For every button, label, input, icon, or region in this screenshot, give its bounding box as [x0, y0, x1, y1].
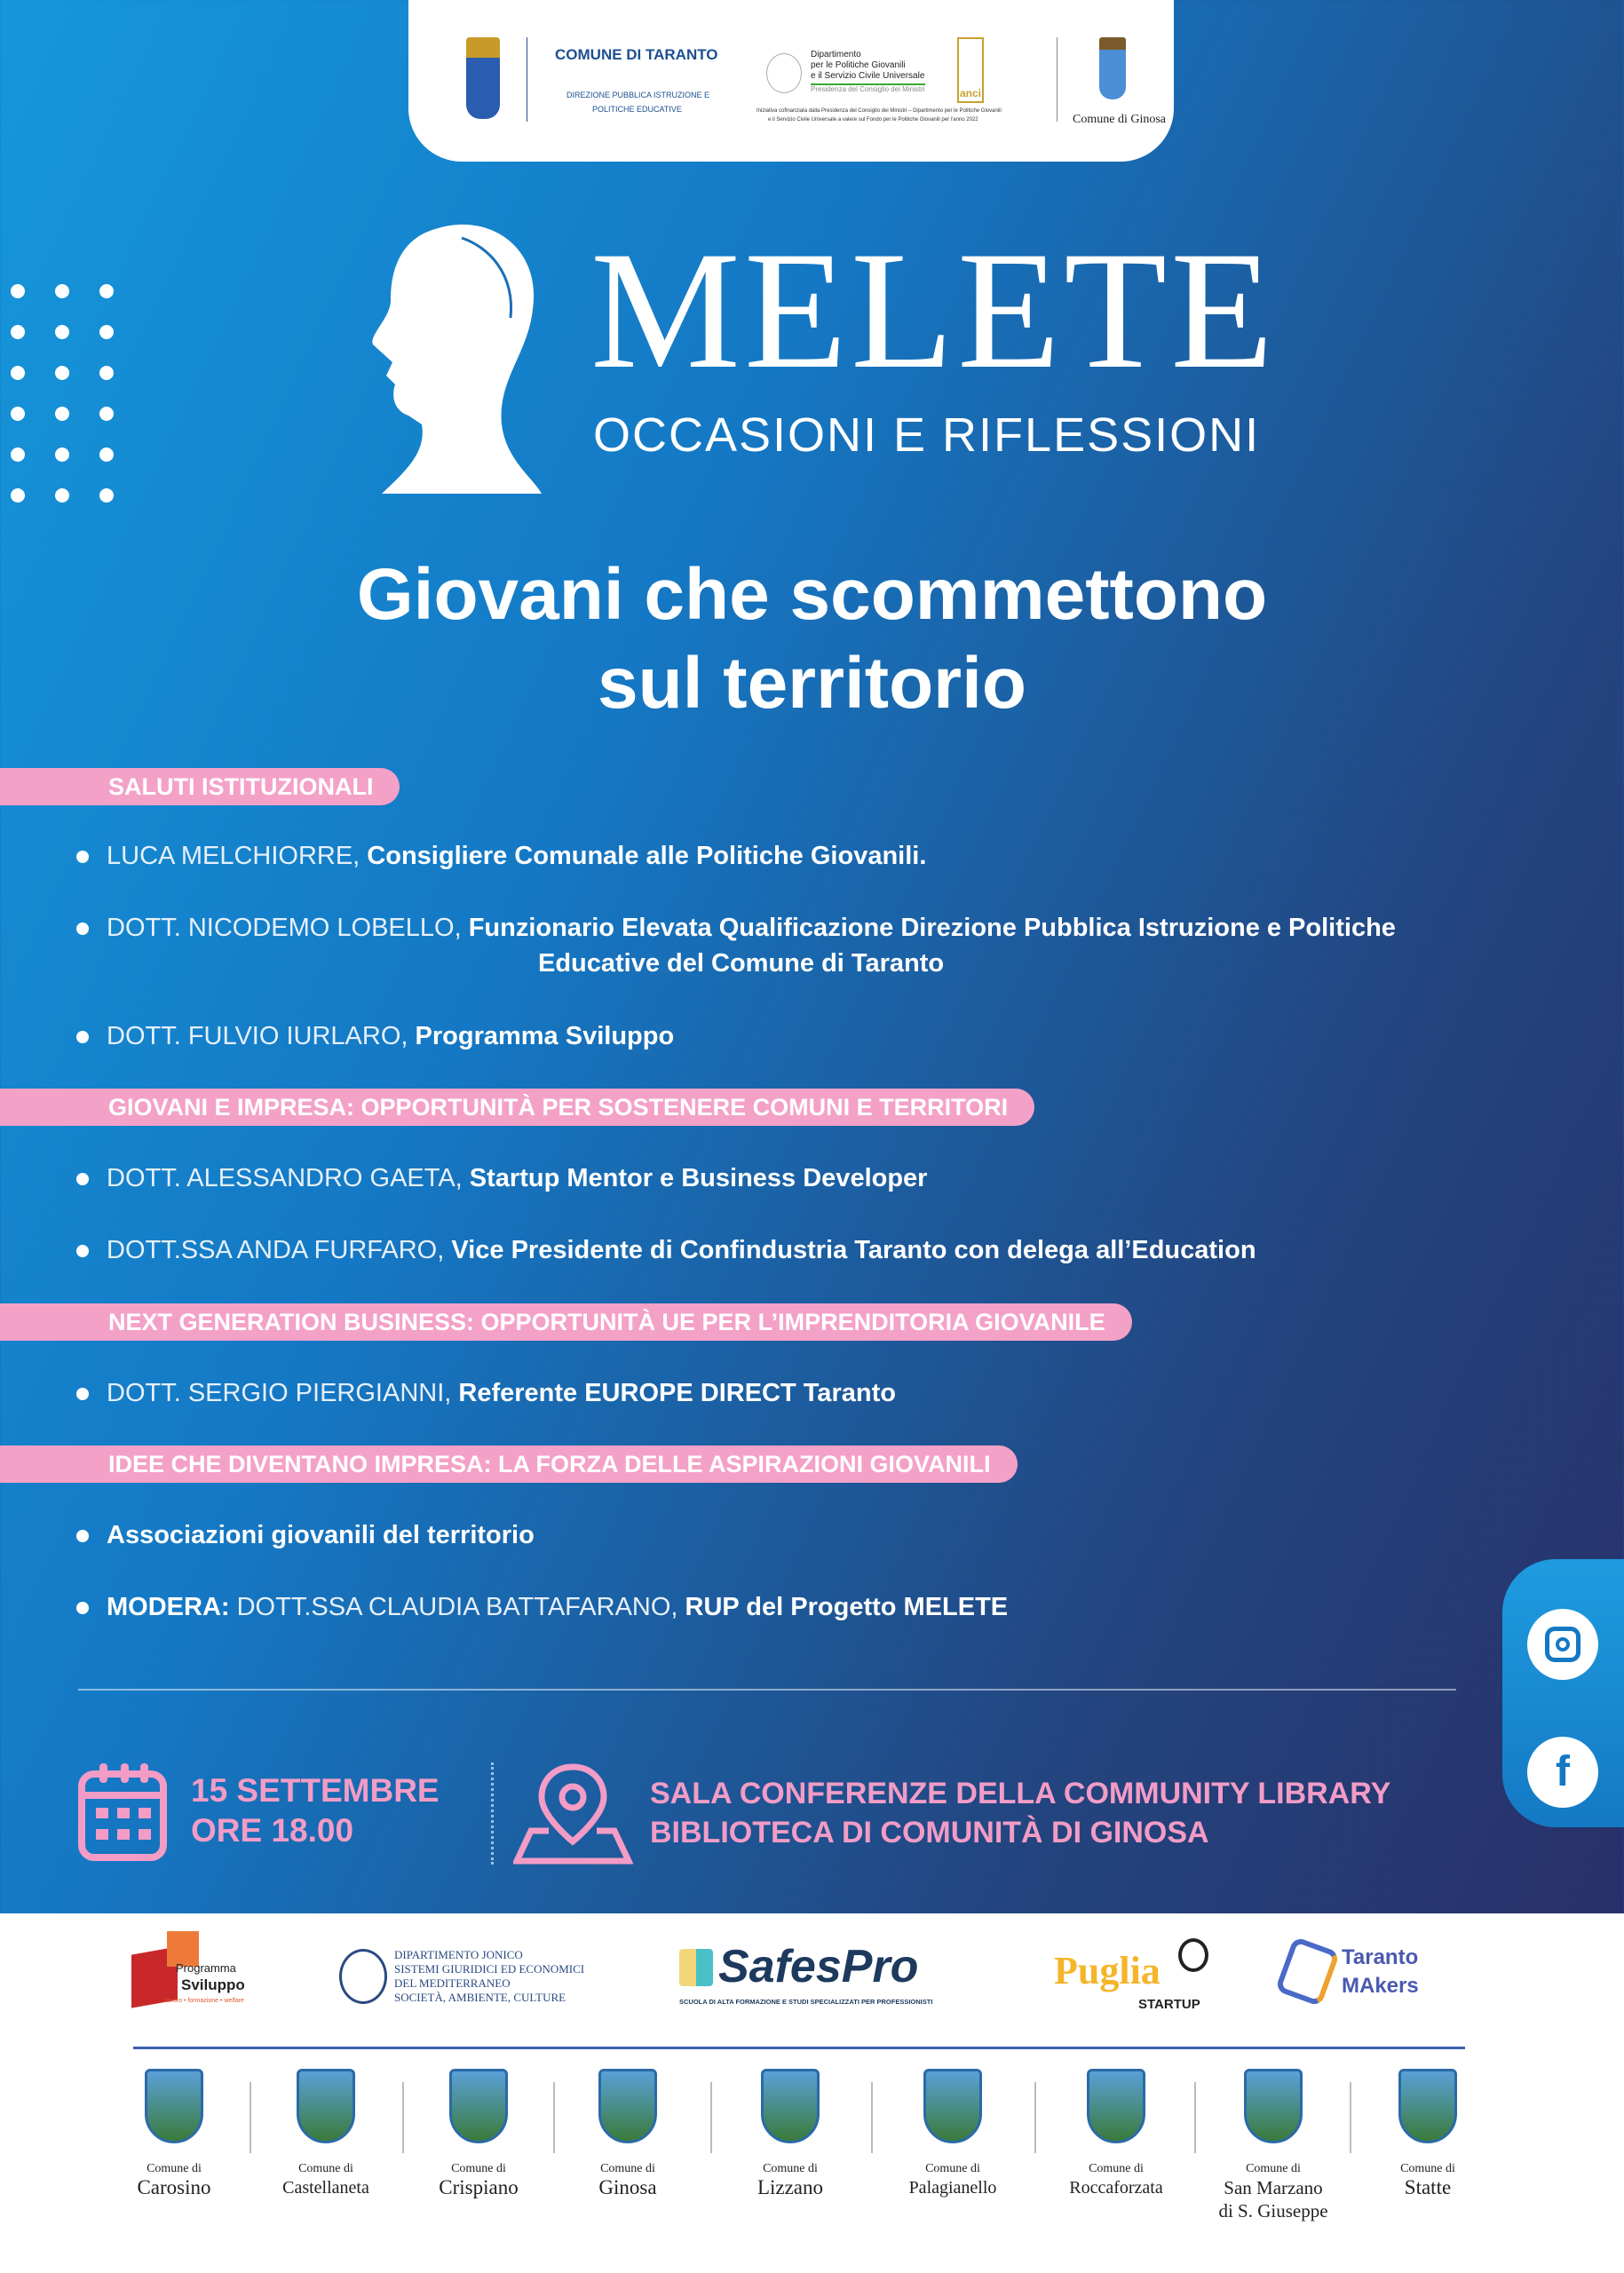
speaker-row — [76, 1517, 535, 1553]
town-prefix: Comune di — [1400, 2162, 1455, 2175]
speaker-role: Vice Presidente di Confindustria Taranto con delega all’Education — [451, 1236, 1256, 1264]
town-crest — [1207, 2069, 1340, 2222]
speaker-role: RUP del Progetto MELETE — [685, 1593, 1009, 1621]
town-name: Statte — [1404, 2176, 1452, 2198]
crest-icon — [1244, 2069, 1303, 2143]
taranto-title: COMUNE DI TARANTO — [555, 46, 718, 63]
location-pin-icon — [513, 1760, 633, 1866]
dept-line4: Presidenza del Consiglio dei Ministri — [811, 85, 925, 93]
ginosa-label: Comune di Ginosa — [1073, 113, 1166, 126]
puglia-sub: STARTUP — [1138, 1997, 1200, 2012]
dot-grid-decoration — [11, 284, 144, 503]
moderator-row — [76, 1589, 1008, 1625]
crest-icon — [761, 2069, 820, 2143]
speaker-row — [76, 1018, 674, 1054]
social-links — [1502, 1559, 1624, 1827]
dept-line2: per le Politiche Giovanili — [811, 60, 906, 70]
dj-line1: DIPARTIMENTO JONICO — [394, 1948, 523, 1961]
funding-note-2: e il Servizio Civile Universale a valere sul Fondo per le Politiche Giovanili per l'anno 2022 — [768, 117, 978, 123]
speaker-name: DOTT.SSA ANDA FURFARO, — [107, 1236, 445, 1264]
town-prefix: Comune di — [451, 2162, 506, 2175]
anci-logo — [957, 37, 984, 103]
ps-line3: lavoro • formazione • welfare — [165, 1998, 244, 2004]
event-time: ORE 18.00 — [191, 1812, 354, 1849]
crest-icon — [598, 2069, 657, 2143]
speaker-row — [76, 1160, 927, 1196]
section-bar: IDEE CHE DIVENTANO IMPRESA: LA FORZA DELLE ASPIRAZIONI GIOVANILI — [0, 1445, 1018, 1483]
funding-note-1: Iniziativa cofinanziata dalla Presidenza del Consiglio dei Ministri – Dipartimento per le Politiche Giovanili — [757, 108, 1002, 114]
town-name: San Marzano — [1224, 2177, 1323, 2198]
speaker-name: DOTT.SSA CLAUDIA BATTAFARANO, — [236, 1593, 678, 1621]
town-crest — [724, 2069, 857, 2199]
safespro-sub: SCUOLA DI ALTA FORMAZIONE E STUDI SPECIALIZZATI PER PROFESSIONISTI — [679, 1998, 933, 2006]
calendar-icon — [78, 1762, 167, 1861]
speaker-name: DOTT. FULVIO IURLARO, — [107, 1022, 408, 1050]
ps-line2: Sviluppo — [181, 1976, 245, 1993]
crest-icon — [1398, 2069, 1457, 2143]
moderator-prefix: MODERA: — [107, 1593, 230, 1621]
muse-profile-icon — [355, 211, 559, 495]
speaker-role: Startup Mentor e Business Developer — [469, 1164, 928, 1192]
speaker-role-cont: Educative del Comune di Taranto — [538, 949, 945, 978]
speaker-row — [76, 910, 1396, 981]
town-name: Palagianello — [908, 2178, 997, 2198]
dj-line4: SOCIETÀ, AMBIENTE, CULTURE — [394, 1991, 566, 2004]
divider — [78, 1689, 1456, 1691]
ps-line1: Programma — [176, 1961, 236, 1975]
town-name: Carosino — [137, 2176, 211, 2198]
tm-line1: Taranto — [1342, 1945, 1419, 1969]
town-prefix: Comune di — [298, 2162, 353, 2175]
town-name-line2: di S. Giuseppe — [1218, 2200, 1328, 2222]
speaker-role: Referente EUROPE DIRECT Taranto — [458, 1379, 896, 1407]
town-crest — [1361, 2069, 1494, 2199]
town-name: Castellaneta — [282, 2178, 369, 2198]
title-line-2: sul territorio — [598, 643, 1026, 724]
town-prefix: Comune di — [1089, 2162, 1144, 2175]
header-logos — [408, 0, 1174, 162]
town-crest — [107, 2069, 241, 2199]
town-prefix: Comune di — [1246, 2162, 1301, 2175]
title-line-1: Giovani che scommettono — [356, 554, 1268, 635]
speaker-row — [76, 1232, 1256, 1268]
taranto-sub2: POLITICHE EDUCATIVE — [592, 105, 682, 114]
puglia-name: Puglia — [1054, 1949, 1161, 1992]
venue-line-1: SALA CONFERENZE DELLA COMMUNITY LIBRARY — [650, 1777, 1391, 1810]
brand-name: MELETE — [590, 218, 1278, 404]
crest-icon — [449, 2069, 508, 2143]
town-crest — [561, 2069, 694, 2199]
town-prefix: Comune di — [600, 2162, 655, 2175]
speaker-name: DOTT. ALESSANDRO GAETA, — [107, 1164, 463, 1192]
brand-tagline: OCCASIONI E RIFLESSIONI — [593, 408, 1261, 462]
dj-line2: SISTEMI GIURIDICI ED ECONOMICI — [394, 1962, 585, 1976]
crest-icon — [1087, 2069, 1145, 2143]
event-title — [0, 550, 1624, 728]
town-crest — [1050, 2069, 1183, 2199]
speaker-name: LUCA MELCHIORRE, — [107, 842, 360, 870]
anci-text: anci — [959, 87, 981, 99]
town-prefix: Comune di — [763, 2162, 818, 2175]
dept-line3: e il Servizio Civile Universale — [811, 71, 925, 81]
event-date: 15 SETTEMBRE — [191, 1772, 440, 1809]
facebook-icon[interactable]: f — [1527, 1737, 1598, 1808]
section-bar: SALUTI ISTITUZIONALI — [0, 768, 400, 805]
crest-icon — [145, 2069, 203, 2143]
town-name: Crispiano — [439, 2176, 519, 2198]
tm-line2: MAkers — [1342, 1974, 1419, 1998]
speaker-name: DOTT. NICODEMO LOBELLO, — [107, 914, 462, 942]
speaker-role: Funzionario Elevata Qualificazione Direzione Pubblica Istruzione e Politiche — [468, 914, 1396, 942]
dept-line1: Dipartimento — [811, 50, 861, 59]
town-name: Lizzano — [757, 2176, 824, 2198]
town-name: Roccaforzata — [1069, 2178, 1163, 2198]
town-crest — [886, 2069, 1019, 2199]
taranto-sub1: DIREZIONE PUBBLICA ISTRUZIONE E — [566, 91, 710, 99]
crest-icon — [297, 2069, 355, 2143]
speaker-name: DOTT. SERGIO PIERGIANNI, — [107, 1379, 452, 1407]
town-crest — [412, 2069, 545, 2199]
republic-emblem-icon — [766, 53, 802, 93]
dj-line3: DEL MEDITERRANEO — [394, 1976, 511, 1990]
safespro-name: SafesPro — [718, 1941, 919, 1992]
town-crest — [259, 2069, 392, 2199]
instagram-icon[interactable] — [1527, 1609, 1598, 1680]
town-prefix: Comune di — [925, 2162, 980, 2175]
speaker-role: Consigliere Comunale alle Politiche Giovanili. — [367, 842, 927, 870]
speaker-row — [76, 838, 926, 874]
taranto-crest-icon — [466, 37, 500, 119]
town-name: Ginosa — [598, 2176, 657, 2198]
speaker-role: Programma Sviluppo — [415, 1022, 675, 1050]
section-bar: NEXT GENERATION BUSINESS: OPPORTUNITÀ UE PER L’IMPRENDITORIA GIOVANILE — [0, 1303, 1132, 1341]
town-prefix: Comune di — [147, 2162, 202, 2175]
speaker-role: Associazioni giovanili del territorio — [107, 1521, 535, 1549]
programma-sviluppo-logo — [131, 1931, 256, 2011]
venue-line-2: BIBLIOTECA DI COMUNITÀ DI GINOSA — [650, 1816, 1209, 1849]
section-bar: GIOVANI E IMPRESA: OPPORTUNITÀ PER SOSTENERE COMUNI E TERRITORI — [0, 1089, 1034, 1126]
crest-icon — [923, 2069, 982, 2143]
ginosa-crest-icon — [1099, 37, 1126, 99]
speaker-row — [76, 1375, 896, 1411]
